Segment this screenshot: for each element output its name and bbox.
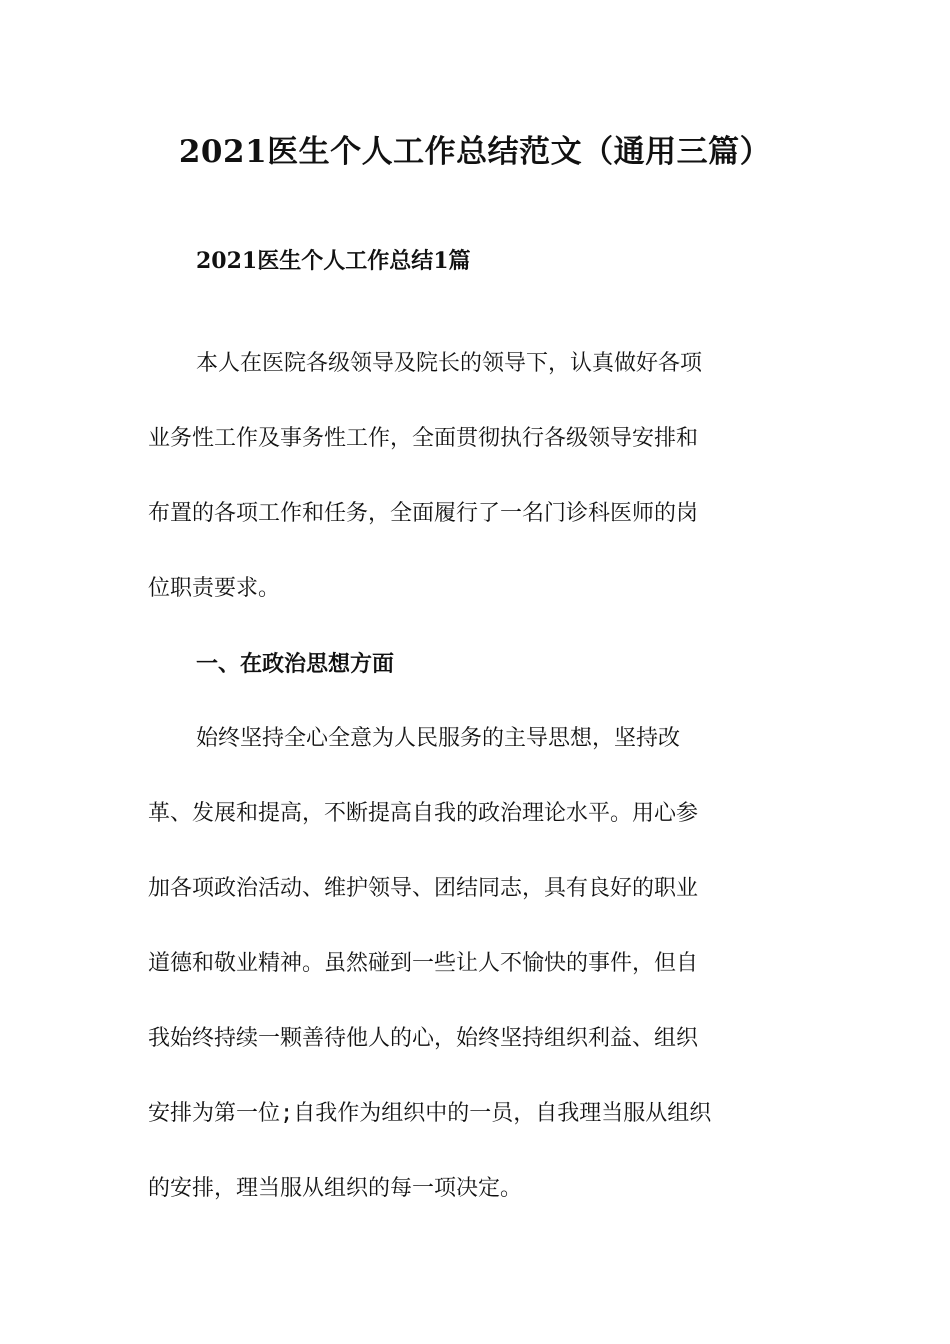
paragraph-line: 安排为第一位;自我作为组织中的一员，自我理当服从组织 — [148, 1101, 712, 1126]
paragraph-line: 位职责要求。 — [148, 576, 281, 601]
paragraph-line: 业务性工作及事务性工作，全面贯彻执行各级领导安排和 — [148, 426, 699, 451]
paragraph-line: 加各项政治活动、维护领导、团结同志，具有良好的职业 — [148, 876, 699, 901]
paragraph-line: 的安排，理当服从组织的每一项决定。 — [148, 1176, 523, 1201]
paragraph-line: 我始终持续一颗善待他人的心，始终坚持组织利益、组织 — [148, 1026, 699, 1051]
section-heading: 一、在政治思想方面 — [196, 651, 395, 677]
paragraph-line: 道德和敬业精神。虽然碰到一些让人不愉快的事件，但自 — [148, 951, 699, 976]
paragraph-line: 布置的各项工作和任务，全面履行了一名门诊科医师的岗 — [148, 501, 699, 526]
paragraph-line: 本人在医院各级领导及院长的领导下，认真做好各项 — [196, 351, 703, 376]
paragraph-line: 革、发展和提高，不断提高自我的政治理论水平。用心参 — [148, 801, 699, 826]
section-subtitle: 2021医生个人工作总结1篇 — [196, 248, 471, 274]
paragraph-line: 始终坚持全心全意为人民服务的主导思想，坚持改 — [196, 726, 681, 751]
document-title: 2021医生个人工作总结范文（通用三篇） — [178, 134, 772, 170]
